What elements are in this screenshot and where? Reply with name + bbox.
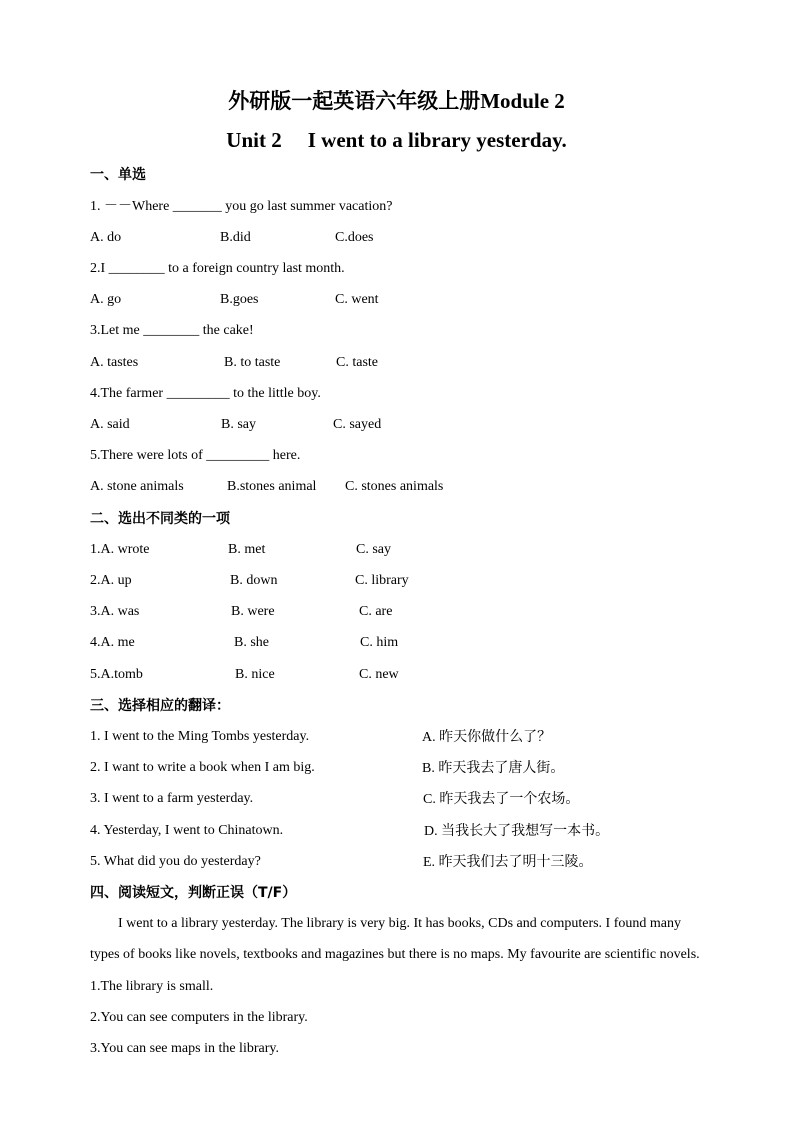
translation-option xyxy=(422,728,551,747)
option-a: A. go xyxy=(90,292,122,307)
translation-text: 当我长大了我想写一本书。 xyxy=(441,823,610,839)
option-a: A. tastes xyxy=(90,355,139,370)
section-heading-reading: 四、阅读短文，判断正误（T/F） xyxy=(90,885,297,901)
option-c: C. taste xyxy=(336,355,378,370)
odd-item-b: B. nice xyxy=(235,667,275,682)
section-heading-single-choice: 一、单选 xyxy=(90,167,146,183)
translation-option xyxy=(422,759,564,778)
unit-name: I went to a library yesterday. xyxy=(307,128,567,152)
translation-text: 昨天你做什么了？ xyxy=(439,729,552,745)
worksheet-title xyxy=(0,85,793,115)
option-c: C. sayed xyxy=(333,417,382,432)
option-b: B. to taste xyxy=(224,355,281,370)
option-b: B. say xyxy=(221,417,256,432)
odd-item-c: C. him xyxy=(360,635,399,650)
odd-item-b: B. down xyxy=(230,573,278,588)
odd-item-c: C. are xyxy=(359,604,393,619)
odd-item-c: C. say xyxy=(356,542,391,557)
odd-item-a: 3.A. was xyxy=(90,604,140,619)
option-a: A. said xyxy=(90,417,130,432)
odd-item-b: B. were xyxy=(231,604,275,619)
translation-option xyxy=(423,853,593,872)
translation-letter: E. xyxy=(423,855,436,870)
english-sentence: 3. I went to a farm yesterday. xyxy=(90,791,254,806)
true-false-statement: 1.The library is small. xyxy=(90,979,214,994)
english-sentence: 4. Yesterday, I went to Chinatown. xyxy=(90,823,284,838)
question-stem: 4.The farmer _________ to the little boy. xyxy=(90,386,321,401)
translation-option xyxy=(423,790,579,809)
section-heading-odd-one-out: 二、选出不同类的一项 xyxy=(90,511,230,527)
reading-passage: I went to a library yesterday. The library is very big. It has books, CDs and computers. I found many types of books like novels, textbooks and magazines but there is no maps. My favourite are scientific novels. xyxy=(90,916,700,962)
odd-item-a: 5.A.tomb xyxy=(90,667,143,682)
unit-label: Unit 2 xyxy=(226,128,282,152)
translation-text: 昨天我们去了明十三陵。 xyxy=(438,854,593,870)
translation-letter: C. xyxy=(423,792,436,807)
translation-text: 昨天我去了唐人街。 xyxy=(438,760,565,776)
question-stem: 3.Let me ________ the cake! xyxy=(90,323,254,338)
option-c: C.does xyxy=(335,230,374,245)
option-c: C. stones animals xyxy=(345,479,444,494)
translation-text: 昨天我去了一个农场。 xyxy=(439,791,580,807)
option-a: A. do xyxy=(90,230,122,245)
option-a: A. stone animals xyxy=(90,479,184,494)
option-b: B.did xyxy=(220,230,251,245)
translation-letter: B. xyxy=(422,761,435,776)
odd-item-a: 1.A. wrote xyxy=(90,542,150,557)
odd-item-a: 4.A. me xyxy=(90,635,135,650)
option-b: B.stones animal xyxy=(227,479,317,494)
question-stem: 5.There were lots of _________ here. xyxy=(90,448,301,463)
odd-item-c: C. new xyxy=(359,667,399,682)
english-sentence: 1. I went to the Ming Tombs yesterday. xyxy=(90,729,310,744)
odd-item-b: B. met xyxy=(228,542,266,557)
option-b: B.goes xyxy=(220,292,259,307)
translation-option xyxy=(424,822,609,841)
option-c: C. went xyxy=(335,292,379,307)
odd-item-a: 2.A. up xyxy=(90,573,132,588)
english-sentence: 2. I want to write a book when I am big. xyxy=(90,760,315,775)
question-stem: 2.I ________ to a foreign country last month. xyxy=(90,261,345,276)
question-stem: 1. －－Where _______ you go last summer vacation? xyxy=(90,199,393,214)
section-heading-translation: 三、选择相应的翻译： xyxy=(90,698,230,714)
true-false-statement: 2.You can see computers in the library. xyxy=(90,1010,308,1025)
title-line-1: 外研版一起英语六年级上册Module 2 xyxy=(228,89,565,113)
translation-letter: D. xyxy=(424,824,438,839)
translation-letter: A. xyxy=(422,730,436,745)
true-false-statement: 3.You can see maps in the library. xyxy=(90,1041,279,1056)
odd-item-c: C. library xyxy=(355,573,409,588)
unit-title xyxy=(0,128,793,153)
odd-item-b: B. she xyxy=(234,635,269,650)
english-sentence: 5. What did you do yesterday? xyxy=(90,854,261,869)
